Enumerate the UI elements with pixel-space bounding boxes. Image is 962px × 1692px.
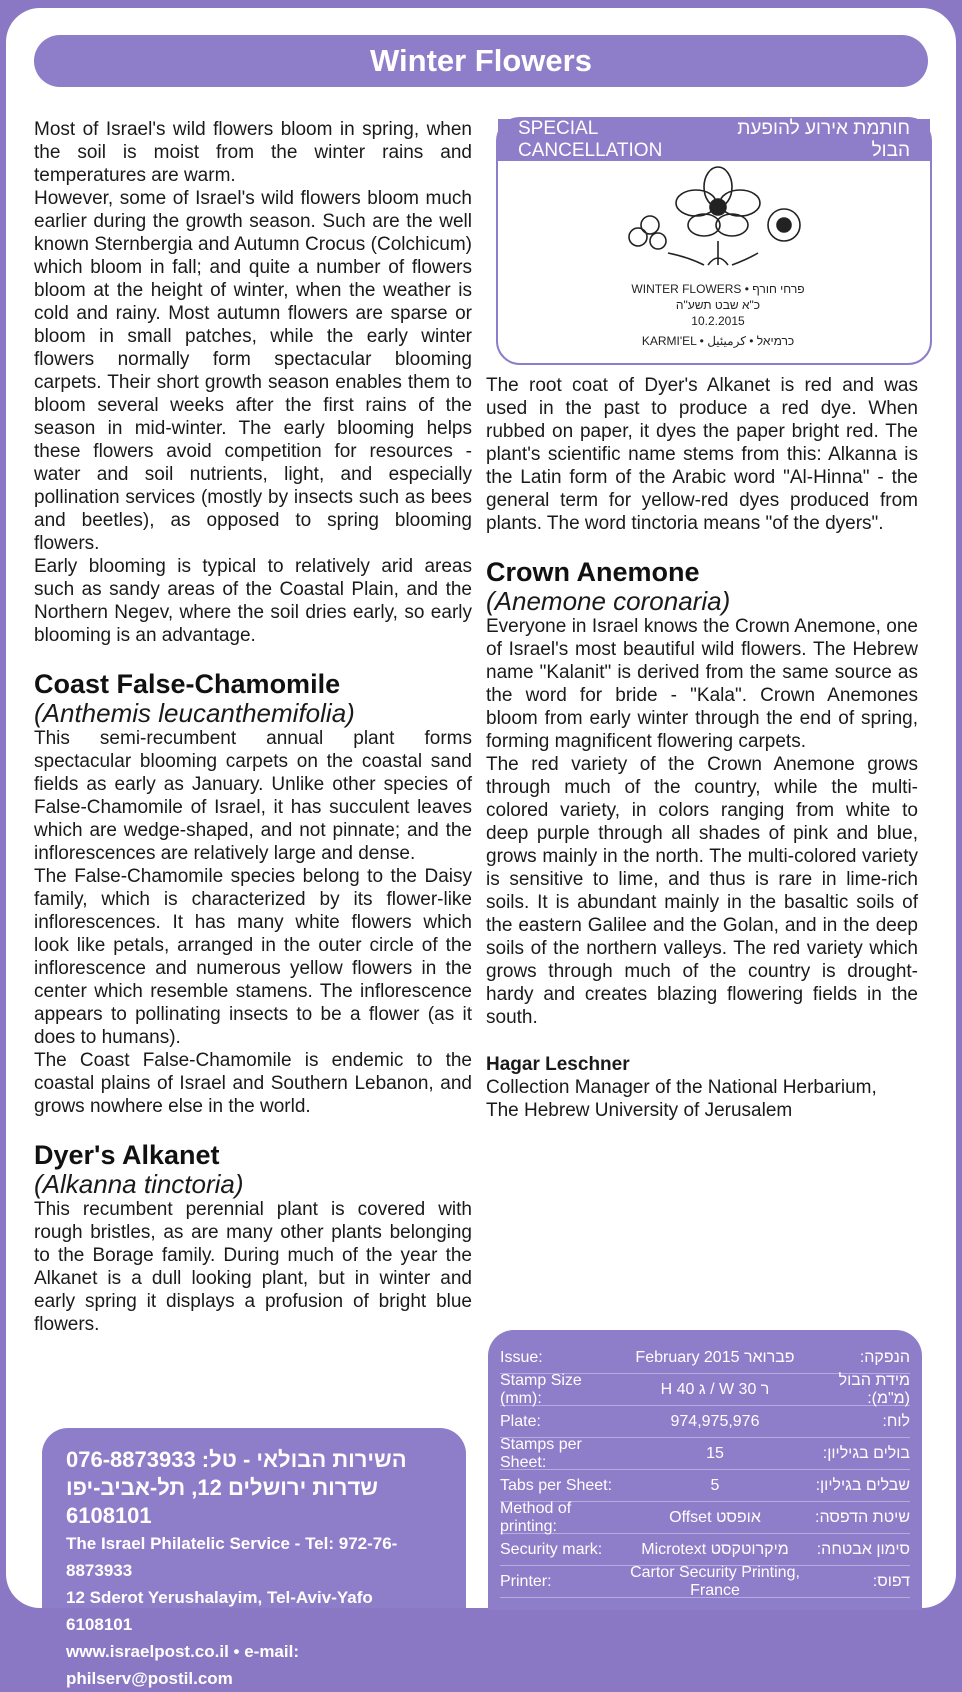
postmark-date: 10.2.2015 — [691, 314, 745, 328]
spec-value: Cartor Security Printing, France — [630, 1563, 800, 1599]
cancellation-header — [498, 119, 930, 161]
intro-paragraph-1: Most of Israel's wild flowers bloom in spring, when the soil is moist from the winter rains and temperatures are warm. — [34, 119, 472, 186]
alkanet-continued: The root coat of Dyer's Alkanet is red and was used in the past to produce a red dye. When rubbed on paper, it dyes the paper bright red. The plant's scientific name stems from this: Alkanna is the Latin form of the Arabic word "Al-Hinna" - the general term for yellow-red dyes produced from plants. The word tinctoria means "of the dyers". — [486, 375, 918, 534]
chamomile-paragraph-1: This semi-recumbent annual plant forms spectacular blooming carpets on the coastal sand fields as early as January. Unlike other species of False-Chamomile of Israel, it has succulent leaves which are wedge-shaped, and not pinnate; and the inflorescences are relatively large and dense. — [34, 728, 472, 864]
anemone-heading: Crown Anemone — [486, 557, 700, 587]
spec-key: Issue: — [500, 1348, 543, 1366]
spec-row — [500, 1371, 910, 1407]
spec-value: 974,975,976 — [670, 1412, 760, 1430]
spec-key-he: בולים בגיליון: — [822, 1444, 910, 1462]
anemone-paragraph-2: The red variety of the Crown Anemone grows through much of the country, while the multi-colored variety, in colors ranging from white to deep purple through all shades of pink and blue, grows mainly in the north. The multi-colored variety is sensitive to lime, and thus is rare in lime-rich soils. It is abundant mainly in the basaltic soils of the eastern Galilee and the Golan, and in the deep soils of the northern valleys. The red variety which grows through much of the country is drought-hardy and creates blazing flowering fields in the south. — [486, 754, 918, 1028]
spec-row — [500, 1499, 910, 1535]
spec-value: 15 — [706, 1444, 724, 1462]
right-column — [486, 374, 918, 1122]
anemone-flower-icon — [676, 167, 760, 236]
intro-paragraph-3: Early blooming is typical to relatively arid areas such as sandy areas of the Coastal Plain, and the Northern Negev, where the soil dries early, so early blooming is an advantage. — [34, 556, 472, 646]
chamomile-heading: Coast False-Chamomile — [34, 669, 341, 699]
chamomile-flower-icon — [768, 209, 800, 241]
spec-key: Plate: — [500, 1412, 541, 1430]
footer-phone: The Israel Philatelic Service - Tel: 972-76-8873933 — [66, 1534, 398, 1580]
spec-key: Stamps per Sheet: — [500, 1435, 582, 1471]
spec-value: H 40 ג / W 30 ר — [660, 1380, 770, 1398]
spec-key-he: סימון אבטחה: — [816, 1540, 910, 1558]
chamomile-scientific-name: (Anthemis leucanthemifolia) — [34, 698, 355, 728]
spec-key-he: לוח: — [882, 1412, 910, 1430]
spec-value: 5 — [710, 1476, 720, 1494]
page-title: Winter Flowers — [34, 35, 928, 87]
footer-web-email: www.israelpost.co.il • e-mail: philserv@postil.com — [66, 1642, 299, 1688]
footer-address: 12 Sderot Yerushalayim, Tel-Aviv-Yafo 6108101 — [66, 1588, 373, 1634]
author-affiliation: The Hebrew University of Jerusalem — [486, 1100, 793, 1121]
leaflet-sheet — [6, 8, 956, 1688]
special-cancellation-box — [496, 117, 932, 365]
contact-footer — [42, 1428, 466, 1688]
spec-row — [500, 1563, 910, 1599]
cancellation-label-he: חותמת אירוע להופעת הבול — [737, 118, 910, 161]
spec-row — [500, 1435, 910, 1471]
chamomile-paragraph-2: The False-Chamomile species belong to the Daisy family, which is characterized by its flower-like inflorescences. It has many white flowers which look like petals, arranged in the outer circle of the inflorescence and numerous yellow flowers in the center which resemble stamens. The inflorescence appears to pollinating insects to be a flower (as it does to humans). — [34, 866, 472, 1048]
spec-value: Microtext מיקרוטקסט — [641, 1540, 789, 1558]
spec-key-he: מידת הבול (מ"מ): — [838, 1371, 910, 1407]
cancellation-label-en: SPECIAL CANCELLATION — [518, 118, 663, 161]
spec-row — [500, 1470, 910, 1502]
alkanet-heading: Dyer's Alkanet — [34, 1140, 220, 1170]
spec-key-he: שיטת הדפסה: — [815, 1508, 910, 1526]
spec-key: Security mark: — [500, 1540, 603, 1558]
postmark-city: KARMI'EL • כרמיאל • كرميئيل — [641, 334, 795, 348]
spec-key: Method of printing: — [500, 1499, 572, 1535]
left-column — [34, 118, 472, 1336]
spec-value: Offset אופסט — [669, 1508, 761, 1526]
author-name: Hagar Leschner — [486, 1054, 630, 1075]
spec-key-he: הנפקה: — [859, 1348, 910, 1366]
footer-hebrew-line-1: השירות הבולאי - טל: 076-8873933 — [66, 1447, 407, 1472]
postmark-line-1: WINTER FLOWERS • פרחי חורף — [631, 282, 805, 296]
author-title: Collection Manager of the National Herbarium, — [486, 1077, 877, 1098]
spec-row — [500, 1534, 910, 1566]
spec-row — [500, 1406, 910, 1438]
cancellation-postmark — [608, 161, 828, 361]
alkanet-flower-icon — [629, 216, 666, 249]
chamomile-paragraph-3: The Coast False-Chamomile is endemic to the coastal plains of Israel and Southern Lebanon, and grows nowhere else in the world. — [34, 1050, 472, 1117]
spec-key: Tabs per Sheet: — [500, 1476, 613, 1494]
spec-row — [500, 1342, 910, 1374]
anemone-paragraph-1: Everyone in Israel knows the Crown Anemone, one of Israel's most beautiful wild flowers. The Hebrew name "Kalanit" is derived from the same source as the word for bride - "Kala". Crown Anemones bloom from early winter through the end of spring, forming magnificent flowering carpets. — [486, 616, 918, 752]
postmark-line-2: כ"א שבט תשע"ה — [675, 298, 761, 312]
spec-key: Printer: — [500, 1572, 552, 1590]
spec-key: Stamp Size (mm): — [500, 1371, 582, 1407]
alkanet-scientific-name: (Alkanna tinctoria) — [34, 1169, 244, 1199]
author-block — [486, 1053, 918, 1122]
spec-key-he: שבלים בגיליון: — [815, 1476, 910, 1494]
footer-hebrew-line-2: שדרות ירושלים 12, תל-אביב-יפו 6108101 — [66, 1475, 378, 1528]
anemone-scientific-name: (Anemone coronaria) — [486, 586, 731, 616]
intro-paragraph-2: However, some of Israel's wild flowers bloom much earlier during the growth season. Such are the well known Sternbergia and Autumn Crocus (Colchicum) which bloom in fall; and quite a number of flowers bloom at the height of winter, when the weather is cold and rainy. Most autumn flowers are sparse or bloom in small patches, while the early winter flowers normally form spectacular blooming carpets. Their short growth season enables them to bloom several weeks after the first rains of the season in mid-winter. The early blooming helps these flowers avoid competition for resources - water and soil nutrients, light, and especially pollination services (mostly by insects such as bees and beetles), as opposed to spring blooming flowers. — [34, 188, 472, 554]
alkanet-paragraph-1: This recumbent perennial plant is covered with rough bristles, as are many other plants belonging to the Borage family. During much of the year the Alkanet is a dull looking plant, but in winter and early spring it displays a profusion of bright blue flowers. — [34, 1199, 472, 1335]
spec-key-he: דפוס: — [872, 1572, 910, 1590]
stamp-spec-table — [488, 1330, 922, 1610]
spec-value: February 2015 פברואר — [635, 1348, 795, 1366]
